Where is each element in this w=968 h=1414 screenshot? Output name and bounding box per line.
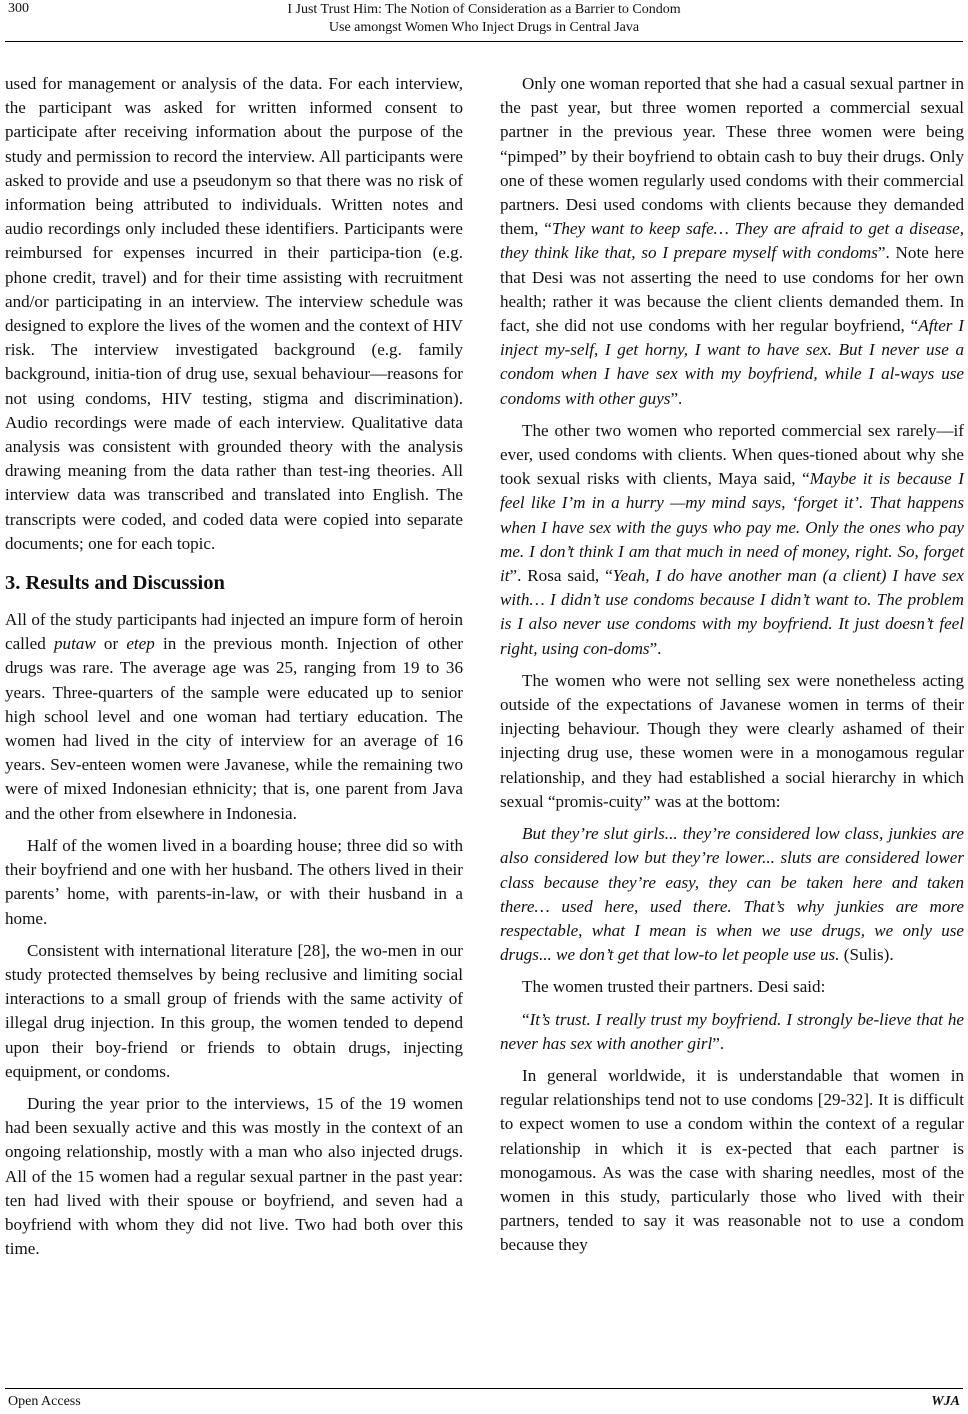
footer-journal-abbrev: WJA (931, 1394, 960, 1409)
section-heading: 3. Results and Discussion (5, 572, 225, 595)
interview-quote: Yeah, I do have another man (a client) I have sex with… I didn’t use condoms because I didn’t want to. The problem is I also never use condoms with my boyfriend. It just doesn’t feel right, using con-doms (500, 566, 964, 658)
quote-attribution: (Sulis). (839, 945, 894, 965)
running-header (160, 1, 808, 37)
page-number: 300 (8, 1, 29, 16)
block-quote: “It’s trust. I really trust my boyfriend. I strongly be-lieve that he never has sex with another girl”. (500, 1009, 964, 1053)
paragraph: Only one woman reported that she had a casual sexual partner in the past year, but three women reported a commercial sexual partner in the previous year. These three women were being “pimped” by their boyfriend to obtain cash to buy their drugs. Only one of these women regularly used condoms with their commercial partners. Desi used condoms with clients because they demanded them, “They want to keep safe… They are afraid to get a disease, they think like that, so I prepare myself with condoms”. Note here that Desi was not asserting the need to use condoms for her own health; rather it was because the client clients demanded them. In fact, she did not use condoms with her regular boyfriend, “After I inject my-self, I get horny, I want to have sex. But I never use a condom when I have sex with my boyfriend, while I al-ways use condoms with other guys”. (500, 74, 964, 408)
paragraph: The women trusted their partners. Desi said: (522, 977, 826, 997)
interview-quote: After I inject my-self, I get horny, I want to have sex. But I never use a condom when I have sex with my boyfriend, while I al-ways use condoms with other guys (500, 316, 964, 408)
paragraph: The other two women who reported commercial sex rarely—if ever, used condoms with clients. When ques-tioned about why she took sexual risks with clients, Maya said, “Maybe it is because I feel like I’m in a hurry —my mind says, ‘forget it’. That happens when I have sex with the guys who pay me. Only the ones who pay me. I don’t think I am that much in need of money, right. So, forget it”. Rosa said, “Yeah, I do have another man (a client) I have sex with… I didn’t use condoms because I didn’t want to. The problem is I also never use condoms with my boyfriend. It just doesn’t feel right, using con-doms”. (500, 420, 964, 658)
footer-open-access: Open Access (8, 1394, 81, 1409)
drug-term: etep (126, 634, 155, 654)
paragraph: Half of the women lived in a boarding house; three did so with their boyfriend and one with her husband. The others lived in their parents’ home, with parents-in-law, or with their husband in a home. (5, 835, 463, 928)
paragraph: used for management or analysis of the data. For each interview, the participant was asked for written informed consent to participate after receiving information about the purpose of the study and permission to record the interview. All participants were asked to provide and use a pseudonym so that there was no risk of information being attributed to individuals. Written notes and audio recordings only included these identifiers. Participants were reimbursed for expenses incurred in their participa-tion (e.g. phone credit, travel) and for their time assisting with recruitment and/or participating in an interview. The interview schedule was designed to explore the lives of the women and the context of HIV risk. The interview investigated background (e.g. family background, initia-tion of drug use, sexual behaviour—reasons for not using condoms, HIV testing, stigma and discrimination). Audio recordings were made of each interview. Qualitative data analysis was consistent with grounded theory with the analysis drawing meaning from the data rather than test-ing theories. All interview data was transcribed and translated into English. The transcripts were coded, and coded data were copied into separate documents; one for each topic. (5, 74, 463, 553)
paragraph: The women who were not selling sex were nonetheless acting outside of the expectations of Javanese women in terms of their injecting behaviour. Though they were clearly ashamed of their injecting drug use, these women were in a monogamous regular relationship, and they had established a social hierarchy in which sexual “promis-cuity” was at the bottom: (500, 670, 964, 811)
running-header-line-1: I Just Trust Him: The Notion of Consideration as a Barrier to Condom (287, 2, 681, 17)
footer-rule (5, 1388, 963, 1389)
left-column (5, 72, 463, 1269)
paragraph: During the year prior to the interviews, 15 of the 19 women had been sexually active and this was mostly in the context of an ongoing relationship, mostly with a man who also injected drugs. All of the 15 women had a regular sexual partner in the past year: ten had lived with their spouse or boyfriend, and seven had a boyfriend with whom they did not live. Two had both over this time. (5, 1093, 463, 1259)
paragraph: Consistent with international literature [28], the wo-men in our study protected themselves by being reclusive and limiting social interactions to a small group of friends with the same activity of illegal drug injection. In this group, the women tended to depend upon their boy-friend or friends to obtain drugs, injecting equipment, or condoms. (5, 940, 463, 1081)
interview-quote: They want to keep safe… They are afraid to get a disease, they think like that, so I prepare myself with condoms (500, 219, 964, 263)
header-rule (5, 41, 963, 42)
paragraph: All of the study participants had injected an impure form of heroin called putaw or etep in the previous month. Injection of other drugs was rare. The average age was 25, ranging from 19 to 36 years. Three-quarters of the sample were educated up to senior high school level and one woman had tertiary education. The women had lived in the city of interview for an average of 16 years. Sev-enteen women were Javanese, while the remaining two were of mixed Indonesian ethnicity; that is, one parent from Java and the other from elsewhere in Indonesia. (5, 610, 463, 823)
right-column (500, 72, 964, 1266)
interview-quote: Maybe it is because I feel like I’m in a hurry —my mind says, ‘forget it’. That happens when I have sex with the guys who pay me. Only the ones who pay me. I don’t think I am that much in need of money, right. So, forget it (500, 469, 964, 586)
paragraph: In general worldwide, it is understandable that women in regular relationships tend not to use condoms [29-32]. It is difficult to expect women to use a condom within the context of a regular relationship in which it is ex-pected that each partner is monogamous. As was the case with sharing needles, most of the women in this study, particularly those who lived with their partners, tended to say it was reasonable not to use a condom because they (500, 1065, 964, 1255)
drug-term: putaw (53, 634, 96, 654)
block-quote: But they’re slut girls... they’re considered low class, junkies are also considered low but they’re lower... sluts are considered lower class because they’re easy, they can be taken here and taken there… used here, used there. That’s why junkies are more respectable, what I mean is when we use drugs, we only use drugs... we don’t get that low-to let people use us. (Sulis). (500, 824, 964, 965)
running-header-line-2: Use amongst Women Who Inject Drugs in Central Java (328, 20, 640, 35)
